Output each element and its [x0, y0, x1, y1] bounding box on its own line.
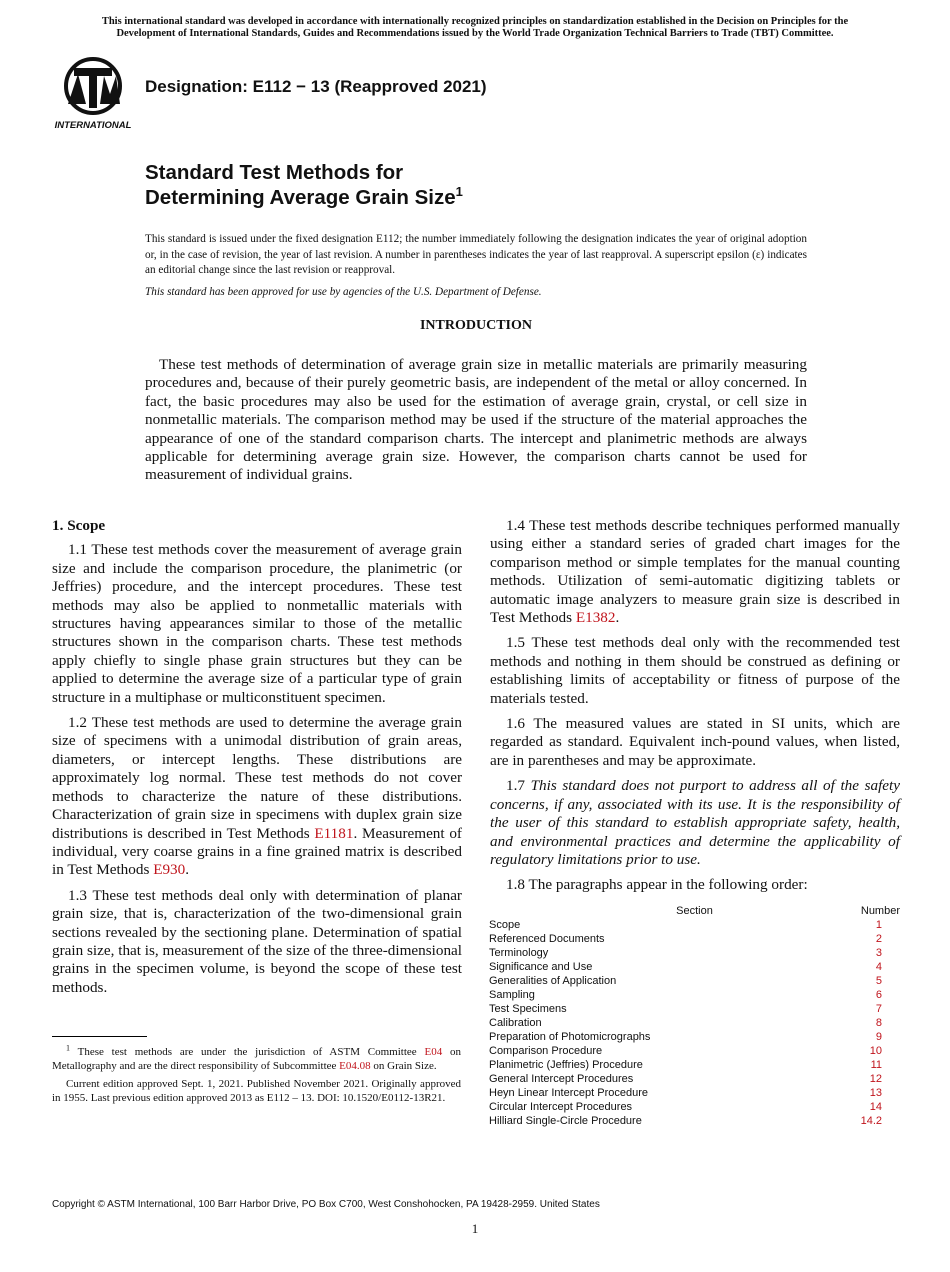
table-row — [489, 918, 900, 932]
table-row — [489, 1114, 900, 1128]
section-number-link[interactable]: 13 — [869, 1087, 882, 1099]
section-table-header — [489, 904, 900, 918]
table-row — [489, 1030, 900, 1044]
section-name: Calibration — [489, 1017, 542, 1029]
table-row — [489, 932, 900, 946]
section-name: Sampling — [489, 989, 535, 1001]
table-row — [489, 946, 900, 960]
introduction-heading: INTRODUCTION — [419, 318, 532, 333]
logo-wordmark: INTERNATIONAL — [54, 120, 132, 131]
paragraph-1-1: 1.1 These test methods cover the measurement of average grain size and include the comparison procedure, the planimetric (or Jeffries) procedure, and the intercept procedures. These test methods may also be applied to nonmetallic materials with structures having appearances similar to those of the metallic structures shown in the comparison charts. These test methods apply chiefly to single phase grain structures but they can be applied to determine the average size of a particular type of grain structure in a multiphase or multiconstituent specimen. — [52, 541, 462, 706]
paragraph-1-2: 1.2 These test methods are used to determine the average grain size of specimens with a unimodal distribution of grain areas, diameters, or intercept lengths. These distributions are approximately log normal. These test methods do not cover methods to characterize the nature of these distributions. Characterization of grain size in specimens with duplex grain size distributions is described in Test Methods E1181. Measurement of individual, very coarse grains in a fine grained matrix is described in Test Methods E930. — [52, 714, 462, 879]
paragraph-1-7: 1.7 This standard does not purport to address all of the safety concerns, if any, associated with its use. It is the responsibility of the user of this standard to establish appropriate safety, health, and environmental practices and determine the applicability of regulatory limitations prior to use. — [490, 777, 901, 868]
section-name: Terminology — [489, 947, 549, 959]
section-number-link[interactable]: 14 — [869, 1101, 882, 1113]
ref-e04-link[interactable]: E04 — [424, 1046, 443, 1058]
table-row — [489, 988, 900, 1002]
paragraph-1-4: 1.4 These test methods describe techniques performed manually using either a standard series of graded chart images for the comparison method or simple templates for the manual counting methods. Utilization of semi-automatic digitizing tablets or automatic image analyzers to measure grain size is described in Test Methods E1382. — [490, 517, 900, 627]
section-table-body — [489, 918, 900, 1128]
ref-e1181-link[interactable]: E1181 — [314, 824, 354, 842]
section-number-link[interactable]: 10 — [869, 1045, 882, 1057]
wto-notice — [40, 16, 910, 40]
table-row — [489, 1086, 900, 1100]
section-name: Significance and Use — [489, 961, 593, 973]
section-number-link[interactable]: 12 — [869, 1073, 882, 1085]
section-number-link[interactable]: 11 — [870, 1059, 882, 1071]
section-name: Circular Intercept Procedures — [489, 1101, 633, 1113]
section-name: Test Specimens — [489, 1003, 567, 1015]
section-number-link[interactable]: 4 — [875, 961, 882, 973]
defense-note: This standard has been approved for use by agencies of the U.S. Department of Defense. — [145, 286, 542, 298]
ref-e1382-link[interactable]: E1382 — [575, 609, 616, 627]
table-row — [489, 974, 900, 988]
wto-notice-line2: Development of International Standards, Guides and Recommendations issued by the World Trade Organization Technical Barriers to Trade (TBT) Committee. — [116, 28, 834, 39]
section-name: Comparison Procedure — [489, 1045, 603, 1057]
footnote-rule — [52, 1036, 147, 1037]
table-row — [489, 1100, 900, 1114]
table-row — [489, 1044, 900, 1058]
table-row — [489, 960, 900, 974]
col-number: Number — [860, 905, 900, 917]
footnote-1: $^1$ These test methods are under the jurisdiction of ASTM Committee E04 on Metallography and are the direct responsibility of Subcommittee E04.08 on Grain Size. — [52, 1043, 462, 1072]
designation: Designation: E112 − 13 (Reapproved 2021) — [145, 77, 487, 96]
table-row — [489, 1058, 900, 1072]
title-footnote-mark[interactable]: 1 — [455, 184, 463, 199]
table-row — [489, 1016, 900, 1030]
paragraph-1-8: 1.8 The paragraphs appear in the following order: — [506, 876, 808, 894]
paragraph-1-5: 1.5 These test methods deal only with the recommended test methods and nothing in them should be construed as defining or establishing limits of acceptability or fitness of purpose of the materials tested. — [490, 634, 900, 707]
section-number-link[interactable]: 1 — [875, 919, 882, 931]
page-number: 1 — [471, 1221, 479, 1236]
col-section: Section — [676, 905, 713, 917]
section-table — [489, 904, 900, 1128]
table-row — [489, 1002, 900, 1016]
title-line1: Standard Test Methods for — [145, 161, 404, 184]
section-number-link[interactable]: 5 — [875, 975, 882, 987]
scope-heading: 1. Scope — [52, 517, 106, 534]
section-name: Generalities of Application — [489, 975, 617, 987]
paragraph-1-3: 1.3 These test methods deal only with determination of planar grain size, that is, characterization of the two-dimensional grain sections revealed by the sectioning plane. Determination of spatial grain size, that is, measurement of the size of the three-dimensional grains in the specimen volume, is beyond the scope of these test methods. — [52, 886, 462, 996]
section-name: Planimetric (Jeffries) Procedure — [489, 1059, 643, 1071]
introduction-text: These test methods of determination of average grain size in metallic materials are primarily measuring procedures and, because of their purely geometric basis, are independent of the metal or alloy concerned. In fact, the basic procedures may also be used for the estimation of average grain, crystal, or cell size in nonmetallic materials. The comparison method may be used if the structure of the material approaches the appearance of one of the standard comparison charts. The intercept and planimetric methods are always applicable for determining average grain size. However, the comparison charts cannot be used for measurement of individual grains. — [145, 356, 807, 484]
section-number-link[interactable]: 3 — [875, 947, 882, 959]
section-number-link[interactable]: 2 — [875, 933, 882, 945]
wto-notice-line1: This international standard was developed in accordance with internationally recognized principles on standardization established in the Decision on Principles for the — [101, 16, 849, 27]
issue-note: This standard is issued under the fixed designation E112; the number immediately following the designation indicates the year of original adoption or, in the case of revision, the year of last revision. A number in parentheses indicates the year of last reapproval. A superscript epsilon (ε) indicates an editorial change since the last revision or reapproval. — [145, 233, 807, 276]
section-name: Hilliard Single-Circle Procedure — [489, 1115, 642, 1127]
document-title — [145, 160, 463, 210]
section-number-link[interactable]: 7 — [875, 1003, 882, 1015]
copyright: Copyright © ASTM International, 100 Barr Harbor Drive, PO Box C700, West Conshohocken, PA 19428-2959. United States — [52, 1199, 600, 1210]
ref-e04-08-link[interactable]: E04.08 — [339, 1059, 371, 1072]
section-number-link[interactable]: 6 — [875, 989, 882, 1001]
right-column — [490, 517, 900, 902]
section-name: Heyn Linear Intercept Procedure — [489, 1087, 648, 1099]
section-number-link[interactable]: 9 — [875, 1031, 882, 1043]
section-name: Scope — [489, 919, 521, 931]
title-line2: Determining Average Grain Size — [145, 186, 456, 209]
astm-logo-icon — [52, 54, 134, 132]
section-number-link[interactable]: 14.2 — [860, 1115, 882, 1127]
paragraph-1-6: 1.6 The measured values are stated in SI units, which are regarded as standard. Equivalent inch-pound values, when listed, are in parentheses and may be approximate. — [490, 715, 900, 769]
section-name: Preparation of Photomicrographs — [489, 1031, 651, 1043]
section-name: Referenced Documents — [489, 933, 605, 945]
table-row — [489, 1072, 900, 1086]
ref-e930-link[interactable]: E930 — [153, 861, 186, 879]
section-number-link[interactable]: 8 — [875, 1017, 882, 1029]
footnotes — [52, 1043, 462, 1110]
left-column — [52, 517, 462, 1004]
footnote-edition: Current edition approved Sept. 1, 2021. Published November 2021. Originally approved in 1955. Last previous edition approved 2013 as E112 – 13. DOI: 10.1520/E0112-13R21. — [52, 1078, 461, 1104]
section-name: General Intercept Procedures — [489, 1073, 634, 1085]
